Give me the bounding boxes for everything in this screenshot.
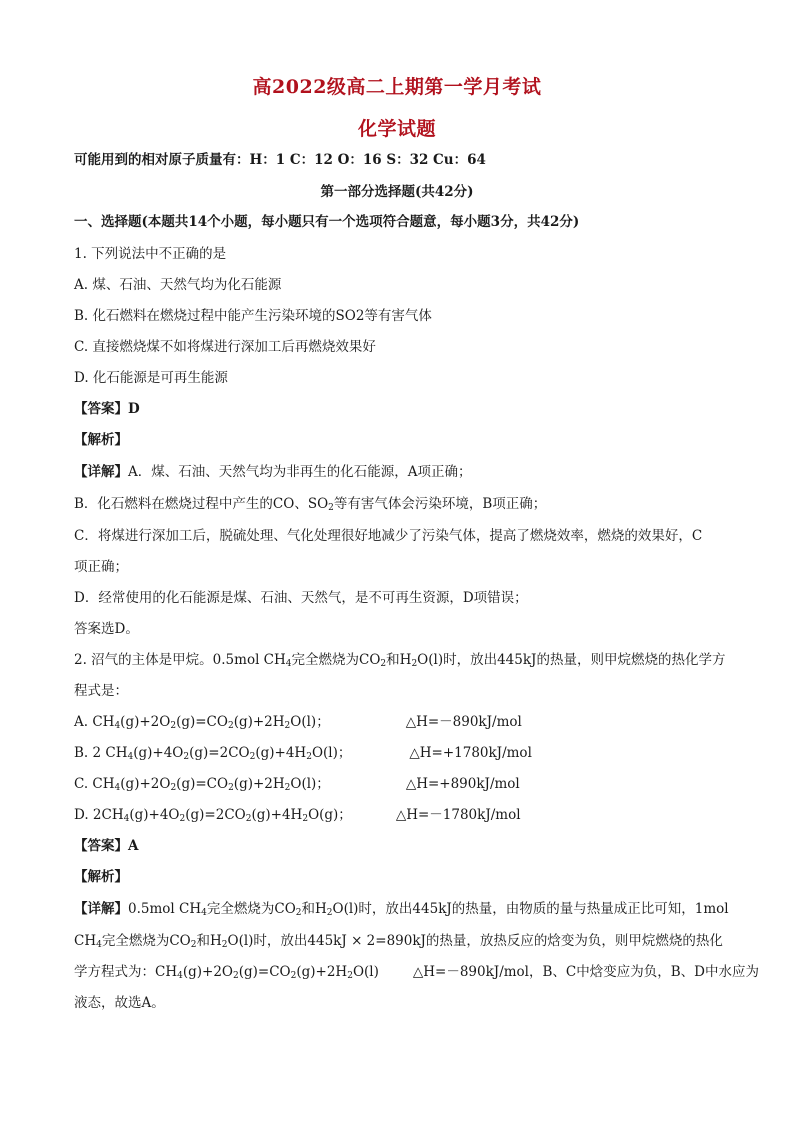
q1-analysis-label: 【解析】	[74, 432, 128, 448]
q2-stem-part2: 完全燃烧为CO	[291, 652, 381, 668]
q2-stem-part1: 2. 沼气的主体是甲烷。0.5mol CH	[74, 652, 286, 668]
q2-stem-part3: 和H	[386, 652, 412, 668]
exam-subtitle: 化学试题	[357, 118, 436, 140]
q1-detail-c1: C．将煤进行深加工后，脱硫处理、气化处理很好地减少了污染气体，提高了燃烧效率，燃烧的效果好，C	[74, 528, 703, 544]
q2-detail1-part3: 和H	[301, 901, 327, 917]
q1-detail-a-text: A．煤、石油、天然气均为非再生的化石能源，A项正确；	[128, 464, 472, 480]
q2-detail2-part1: CH	[74, 933, 97, 949]
q2-analysis-label: 【解析】	[74, 869, 128, 885]
q2-detail2-part4: O(l)时，放出445kJ × 2=890kJ的热量，放热反应的焓变为负，则甲烷燃烧的热化	[227, 933, 723, 949]
q1-detail-a	[74, 462, 472, 482]
q1-detail-c2: 项正确；	[74, 559, 128, 575]
q1-answer: 【答案】D	[74, 401, 140, 417]
q2-option-a-label: A. CH	[74, 714, 115, 730]
q2-detail1-part2: 完全燃烧为CO	[206, 901, 296, 917]
q2-answer: 【答案】A	[74, 838, 139, 854]
q2-option-d: D. $2CH_4(g)+4O_2(g)=2CO_2(g)+4H_2O(g)$； △H=－1780kJ/mol	[74, 807, 521, 824]
q2-detail-line4: 液态，故选A。	[74, 995, 165, 1011]
q2-option-c: C. $CH_4(g)+2O_2(g)=CO_2(g)+2H_2O(l)$； △H=+890kJ/mol	[74, 776, 520, 793]
q2-option-d-enthalpy: △H=－1780kJ/mol	[395, 807, 521, 823]
q2-detail-line2: $CH_4$完全燃烧为$CO_2$和$H_2O(l)$时，放出445kJ × 2=890kJ的热量，放热反应的焓变为负，则甲烷燃烧的热化	[74, 933, 723, 950]
q2-option-c-enthalpy: △H=+890kJ/mol	[405, 776, 520, 792]
q1-detail-d: D．经常使用的化石能源是煤、石油、天然气，是不可再生资源，D项错误；	[74, 590, 528, 606]
q1-detail-label: 【详解】	[74, 464, 128, 480]
atomic-masses: 可能用到的相对原子质量有：H：1 C：12 O：16 S：32 Cu：64	[74, 152, 486, 168]
q2-detail3-part1: 学方程式为：CH	[74, 964, 178, 980]
q2-stem-line2: 程式是：	[74, 683, 128, 699]
q1-detail-b-part2: 等有害气体会污染环境，B项正确；	[333, 496, 547, 512]
q2-detail3-enthalpy: △H=－890kJ/mol，B、C中焓变应为负，B、D中水应为	[412, 964, 759, 980]
q2-option-c-label: C. CH	[74, 776, 115, 792]
q2-option-a-enthalpy: △H=－890kJ/mol	[405, 714, 522, 730]
q1-stem: 1. 下列说法中不正确的是	[74, 246, 227, 262]
q2-detail1-part1: 0.5mol CH	[128, 901, 202, 917]
section-heading: 一、选择题(本题共14个小题，每小题只有一个选项符合题意，每小题3分，共42分)	[74, 214, 580, 230]
q2-detail-label: 【详解】	[74, 901, 128, 917]
q1-option-b: B. 化石燃料在燃烧过程中能产生污染环境的SO2等有害气体	[74, 308, 432, 324]
q2-detail1-part4: O(l)时，放出445kJ的热量，由物质的量与热量成正比可知，1mol	[332, 901, 729, 917]
q2-option-b: B. 2 $CH_4(g)+4O_2(g)=2CO_2(g)+4H_2O(l)$； △H=+1780kJ/mol	[74, 745, 532, 762]
q1-conclusion: 答案选D。	[74, 621, 139, 637]
q1-option-a: A. 煤、石油、天然气均为化石能源	[74, 277, 282, 293]
q2-stem: 2. 沼气的主体是甲烷。0.5mol $CH_4$完全燃烧为$CO_2$和$H_2O(l)$时，放出445kJ的热量，则甲烷燃烧的热化学方	[74, 652, 726, 669]
q2-option-b-enthalpy: △H=+1780kJ/mol	[409, 745, 532, 761]
q1-option-c: C. 直接燃烧煤不如将煤进行深加工后再燃烧效果好	[74, 339, 376, 355]
exam-title: 高2022级高二上期第一学月考试	[252, 76, 542, 98]
part-heading: 第一部分选择题(共42分)	[320, 184, 474, 200]
q2-detail2-part3: 和H	[196, 933, 222, 949]
q2-option-a: A. $CH_4(g)+2O_2(g)=CO_2(g)+2H_2O(l)$； △H=－890kJ/mol	[74, 714, 522, 731]
q2-stem-part4: O(l)时，放出445kJ的热量，则甲烷燃烧的热化学方	[417, 652, 726, 668]
q1-detail-b-part1: B．化石燃料在燃烧过程中产生的CO、SO	[74, 496, 329, 512]
q2-option-d-label: D. 2CH	[74, 807, 124, 823]
q1-detail-b: B．化石燃料在燃烧过程中产生的CO、$SO_2$等有害气体会污染环境，B项正确；	[74, 496, 547, 513]
q2-detail-line3: 学方程式为：$CH_4(g)+2O_2(g)=CO_2(g)+2H_2O(l)$ △H=－890kJ/mol，B、C中焓变应为负，B、D中水应为	[74, 964, 759, 981]
q2-detail-line1: 【详解】0.5mol $CH_4$完全燃烧为$CO_2$和$H_2O(l)$时，放出445kJ的热量，由物质的量与热量成正比可知，1mol	[74, 901, 729, 918]
q1-option-d: D. 化石能源是可再生能源	[74, 370, 228, 386]
q2-detail2-part2: 完全燃烧为CO	[101, 933, 191, 949]
q2-option-b-label: B. 2 CH	[74, 745, 128, 761]
